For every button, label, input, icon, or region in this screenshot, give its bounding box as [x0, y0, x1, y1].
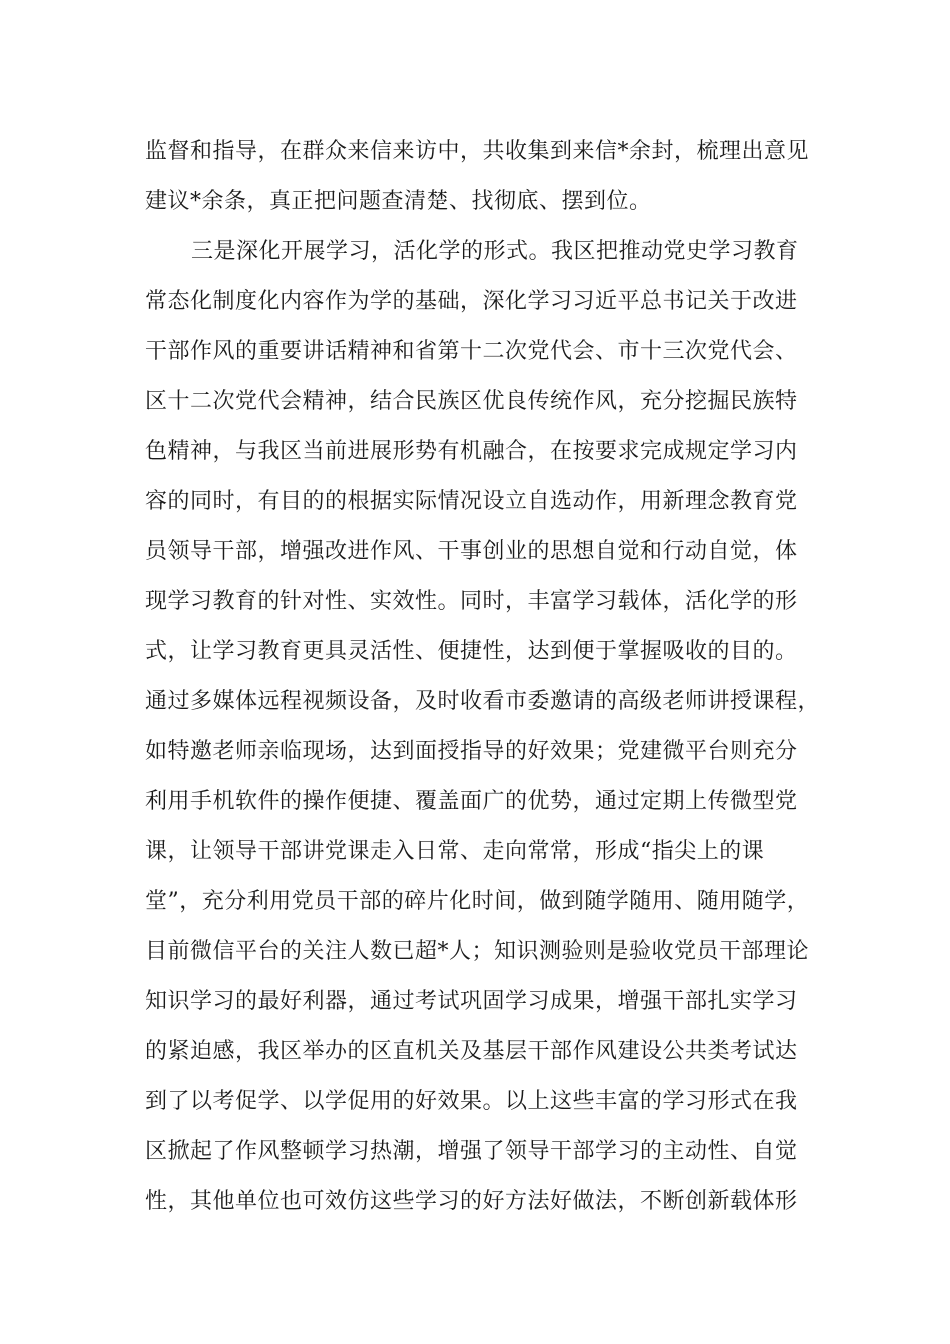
text-line-22: 性，其他单位也可效仿这些学习的好方法好做法，不断创新载体形	[145, 1189, 798, 1214]
text-line-13: 如特邀老师亲临现场，达到面授指导的好效果；党建微平台则充分	[145, 739, 798, 764]
text-line-1: 监督和指导，在群众来信来访中，共收集到来信*余封，梳理出意见	[145, 139, 810, 164]
text-line-2: 建议*余条，真正把问题查清楚、找彻底、摆到位。	[145, 189, 652, 214]
text-line-8: 容的同时，有目的的根据实际情况设立自选动作，用新理念教育党	[145, 489, 798, 514]
text-line-18: 知识学习的最好利器，通过考试巩固学习成果，增强干部扎实学习	[145, 989, 798, 1014]
text-line-20: 到了以考促学、以学促用的好效果。以上这些丰富的学习形式在我	[145, 1089, 798, 1114]
text-line-9: 员领导干部，增强改进作风、干事创业的思想自觉和行动自觉，体	[145, 539, 798, 564]
text-line-19: 的紧迫感，我区举办的区直机关及基层干部作风建设公共类考试达	[145, 1039, 798, 1064]
text-line-14: 利用手机软件的操作便捷、覆盖面广的优势，通过定期上传微型党	[145, 789, 798, 814]
text-line-15: 课，让领导干部讲党课走入日常、走向常常，形成“指尖上的课	[145, 839, 765, 864]
text-line-17: 目前微信平台的关注人数已超*人；知识测验则是验收党员干部理论	[145, 939, 810, 964]
text-line-5: 干部作风的重要讲话精神和省第十二次党代会、市十三次党代会、	[145, 339, 798, 364]
text-line-12: 通过多媒体远程视频设备，及时收看市委邀请的高级老师讲授课程，	[145, 689, 821, 714]
text-line-7: 色精神，与我区当前进展形势有机融合，在按要求完成规定学习内	[145, 439, 798, 464]
text-line-21: 区掀起了作风整顿学习热潮，增强了领导干部学习的主动性、自觉	[145, 1139, 798, 1164]
text-line-4: 常态化制度化内容作为学的基础，深化学习习近平总书记关于改进	[145, 289, 798, 314]
text-line-6: 区十二次党代会精神，结合民族区优良传统作风，充分挖掘民族特	[145, 389, 798, 414]
text-line-3: 三是深化开展学习，活化学的形式。我区把推动党史学习教育	[191, 239, 799, 264]
text-line-11: 式，让学习教育更具灵活性、便捷性，达到便于掌握吸收的目的。	[145, 639, 798, 664]
text-line-16: 堂”，充分利用党员干部的碎片化时间，做到随学随用、随用随学，	[145, 889, 810, 914]
text-line-10: 现学习教育的针对性、实效性。同时，丰富学习载体，活化学的形	[145, 589, 798, 614]
